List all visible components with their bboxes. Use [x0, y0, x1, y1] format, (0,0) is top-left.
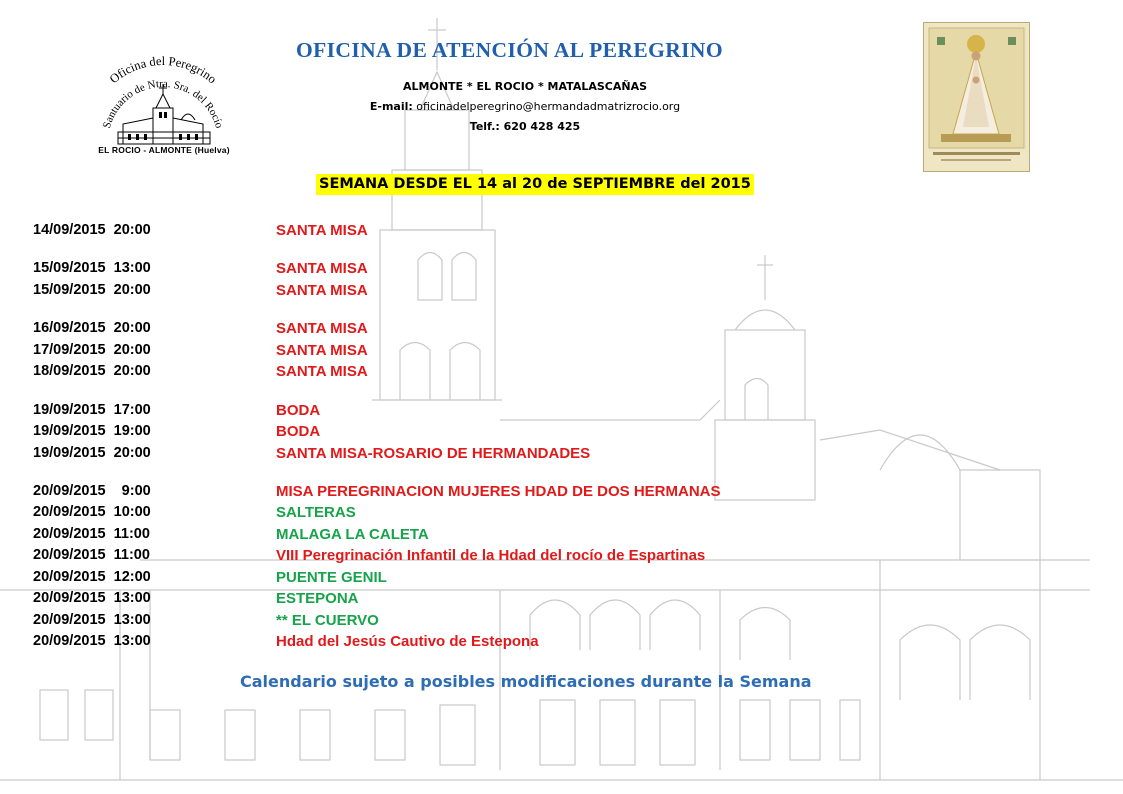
office-logo	[78, 46, 248, 158]
email-address: oficinadelperegrino@hermandadmatrizrocio.org	[416, 100, 681, 113]
schedule-event: SANTA MISA	[276, 342, 368, 359]
schedule-datetime: 20/09/2015 13:00	[33, 590, 151, 606]
schedule-datetime: 15/09/2015 13:00	[33, 260, 151, 276]
schedule-event: SANTA MISA	[276, 260, 368, 277]
schedule-event: PUENTE GENIL	[276, 569, 387, 586]
logo-arc-bottom-text: Santuario de Ntra. Sra. del Rocío	[100, 77, 226, 130]
phone-line: Telf.: 620 428 425	[469, 120, 581, 133]
schedule-event: SALTERAS	[276, 504, 356, 521]
schedule-event: BODA	[276, 423, 321, 440]
schedule-datetime: 15/09/2015 20:00	[33, 282, 151, 298]
schedule-datetime: 19/09/2015 20:00	[33, 445, 151, 461]
towns-line: ALMONTE * EL ROCIO * MATALASCAÑAS	[403, 80, 647, 93]
schedule-event: VIII Peregrinación Infantil de la Hdad del rocío de Espartinas	[276, 547, 706, 564]
schedule-datetime: 16/09/2015 20:00	[33, 320, 151, 336]
schedule-datetime: 19/09/2015 19:00	[33, 423, 151, 439]
schedule-datetime: 17/09/2015 20:00	[33, 342, 151, 358]
page-title: OFICINA DE ATENCIÓN AL PEREGRINO	[296, 38, 723, 62]
schedule-event: SANTA MISA	[276, 282, 368, 299]
logo-arc-top-text: Oficina del Peregrino	[106, 53, 220, 87]
schedule-event: SANTA MISA	[276, 363, 368, 380]
schedule-event: MISA PEREGRINACION MUJERES HDAD DE DOS HERMANAS	[276, 483, 721, 500]
schedule-event: Hdad del Jesús Cautivo de Estepona	[276, 633, 539, 650]
schedule-datetime: 14/09/2015 20:00	[33, 222, 151, 238]
schedule-datetime: 20/09/2015 9:00	[33, 483, 151, 499]
schedule-datetime: 20/09/2015 13:00	[33, 612, 151, 628]
schedule-event: ** EL CUERVO	[276, 612, 379, 629]
schedule-datetime: 20/09/2015 10:00	[33, 504, 151, 520]
week-banner: SEMANA DESDE EL 14 al 20 de SEPTIEMBRE del 2015	[316, 174, 754, 195]
schedule-datetime: 20/09/2015 12:00	[33, 569, 151, 585]
schedule-event: MALAGA LA CALETA	[276, 526, 429, 543]
schedule-event: SANTA MISA	[276, 320, 368, 337]
schedule-event: SANTA MISA-ROSARIO DE HERMANDADES	[276, 445, 591, 462]
footer-note: Calendario sujeto a posibles modificaciones durante la Semana	[240, 672, 812, 691]
email-line	[330, 100, 720, 113]
virgin-image	[923, 22, 1030, 172]
schedule-datetime: 20/09/2015 13:00	[33, 633, 151, 649]
email-label: E-mail:	[369, 100, 413, 113]
schedule-event: ESTEPONA	[276, 590, 359, 607]
logo-caption: EL ROCIO - ALMONTE (Huelva)	[98, 145, 230, 155]
schedule-event: SANTA MISA	[276, 222, 368, 239]
schedule-datetime: 20/09/2015 11:00	[33, 526, 150, 542]
schedule-event: BODA	[276, 402, 321, 419]
schedule-datetime: 18/09/2015 20:00	[33, 363, 151, 379]
schedule-datetime: 19/09/2015 17:00	[33, 402, 151, 418]
schedule-datetime: 20/09/2015 11:00	[33, 547, 150, 563]
